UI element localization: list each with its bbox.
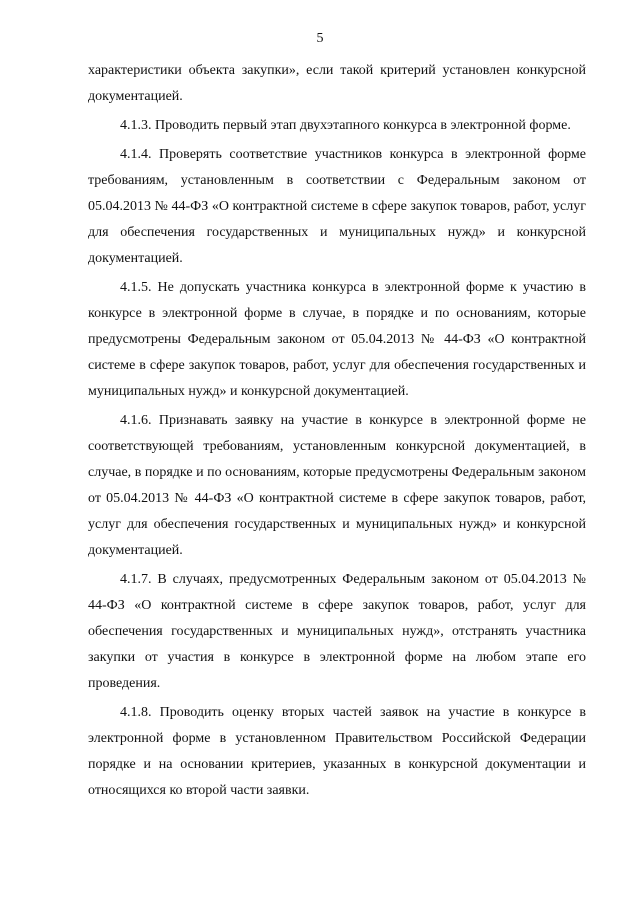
paragraph-line: участию в конкурсе в электронной форме в случае, в порядке и по: [88, 280, 586, 321]
paragraph-line: форме.: [529, 118, 571, 133]
paragraph-line: основаниям, которые предусмотрены Федеральным законом от 05.04.2013 №: [88, 306, 587, 347]
paragraph-line: документацией.: [313, 384, 409, 399]
paragraph-line: относящихся ко второй части заявки.: [88, 783, 310, 798]
document-body: [88, 58, 586, 807]
paragraph-4-1-6: [88, 408, 586, 564]
paragraph-line: 4.1.7. В случаях, предусмотренных Федеральным законом от 05.04.2013: [120, 572, 567, 587]
paragraph-line: от 05.04.2013 № 44-ФЗ «О контрактной системе в сфере закупок товаров,: [88, 173, 586, 214]
paragraph-line: работ, услуг для обеспечения государственных и муниципальных нужд» и: [88, 199, 586, 240]
paragraph-line: 44-ФЗ «О контрактной системе в сфере закупок товаров, работ, услуг для: [88, 332, 587, 373]
paragraph-line: этапе его проведения.: [88, 650, 587, 691]
paragraph-line: товаров, работ, услуг для обеспечения государственных и муниципальных: [88, 491, 587, 532]
paragraph-4-1-5: [88, 275, 586, 405]
paragraph-4-1-7: [88, 567, 586, 697]
paragraph-line: 4.1.6. Признавать заявку на участие в конкурсе в электронной форме не: [120, 413, 586, 428]
paragraph-line: нужд» и конкурсной документацией.: [88, 517, 587, 558]
paragraph-line: 4.1.3. Проводить первый этап двухэтапного конкурса в электронной: [120, 118, 526, 133]
paragraph-line: законом от 05.04.2013 № 44-ФЗ «О контрактной системе в сфере закупок: [88, 465, 587, 506]
paragraph-line: конкурсной документацией.: [88, 63, 587, 104]
paragraph-line: форме требованиям, установленным в соответствии с Федеральным законом: [88, 147, 586, 188]
page-number: 5: [316, 31, 324, 46]
paragraph-line: № 44-ФЗ «О контрактной системе в сфере закупок товаров, работ, услуг для: [88, 572, 587, 613]
paragraph-line: 4.1.4. Проверять соответствие участников конкурса в электронной: [120, 147, 541, 162]
paragraph-line: обеспечения государственных и муниципальных нужд» и конкурсной: [88, 358, 587, 399]
paragraph-line: 4.1.5. Не допускать участника конкурса в электронной форме к: [120, 280, 517, 295]
paragraph-line: электронной форме в установленном Правительством Российской Федерации: [88, 731, 586, 746]
paragraph-line: конкурсной документацией.: [88, 225, 586, 266]
paragraph-line: обеспечения государственных и муниципальных нужд», отстранять: [88, 624, 518, 639]
paragraph-line: соответствующей требованиям, установленным конкурсной документацией,: [88, 439, 570, 454]
paragraph-4-1-3: [88, 113, 586, 139]
paragraph-line: порядке и на основании критериев, указанных в конкурсной документации и: [88, 757, 586, 772]
paragraph-4-1-4: [88, 142, 586, 272]
paragraph-line: участника закупки от участия в конкурсе в электронной форме на любом: [88, 624, 586, 665]
paragraph-4-1-8: [88, 700, 586, 804]
paragraph-continuation: [88, 58, 586, 110]
paragraph-line: в случае, в порядке и по основаниям, которые предусмотрены Федеральным: [88, 439, 586, 480]
paragraph-line: характеристики объекта закупки», если такой критерий установлен: [88, 63, 510, 78]
paragraph-line: 4.1.8. Проводить оценку вторых частей заявок на участие в конкурсе в: [120, 705, 586, 720]
